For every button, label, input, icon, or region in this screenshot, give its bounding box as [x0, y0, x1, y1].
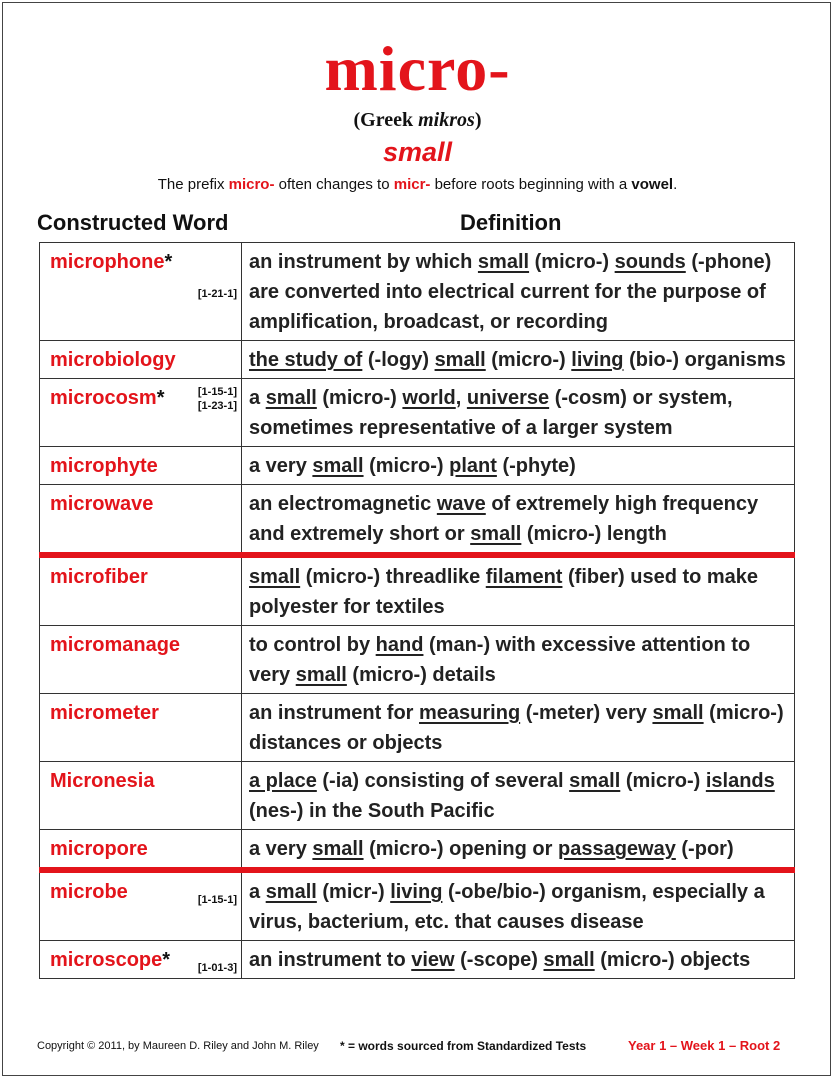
table-row	[40, 694, 795, 762]
definition-text: (fiber) used to make polyester for textiles	[249, 566, 759, 618]
source-note: * = words sourced from Standardized Tests	[340, 1039, 587, 1053]
table-row	[40, 243, 795, 341]
word-cell	[40, 870, 242, 941]
definition-cell	[242, 870, 795, 941]
table-row	[40, 830, 795, 871]
column-header-definition: Definition	[460, 210, 562, 235]
definition-text: (micro-)	[620, 770, 706, 792]
definition-cell	[242, 485, 795, 556]
definition-text: (-phone) are converted into electrical current for the purpose of amplification, broadcast, or recording	[249, 251, 772, 333]
note-text: The prefix	[157, 176, 229, 193]
root-meaning: small	[382, 137, 453, 167]
definition-keyword: small	[265, 387, 317, 409]
definition-text: (man-) with excessive attention to very	[249, 634, 751, 686]
table-row	[40, 870, 795, 941]
definition-text: (-obe/bio-) organism, especially a virus, bacterium, etc. that causes disease	[249, 881, 765, 933]
copyright: Copyright © 2011, by Maureen D. Riley and John M. Riley	[37, 1040, 319, 1052]
word-cell	[40, 447, 242, 485]
definition-cell	[242, 243, 795, 341]
note-text: before roots beginning with a	[430, 176, 632, 193]
word-cell	[40, 379, 242, 447]
definition-text: (micro-) details	[346, 664, 496, 686]
constructed-word: microphone	[50, 251, 165, 273]
word-cell	[40, 485, 242, 556]
week-code: [1-01-3]	[197, 962, 237, 974]
definition-text: (micro-)	[363, 455, 450, 477]
definition-keyword: small	[477, 251, 530, 273]
standardized-test-marker: *	[164, 251, 173, 273]
table-row	[40, 941, 795, 979]
definition-text: (-logy)	[362, 349, 435, 371]
note-variant: micr-	[393, 176, 431, 193]
definition-text: (nes-) in the South Pacific	[249, 800, 495, 822]
definition-text: (micro-)	[485, 349, 572, 371]
constructed-word: micrometer	[50, 702, 159, 724]
word-cell	[40, 762, 242, 830]
definition-text: a very	[249, 455, 313, 477]
definition-keyword: small	[295, 664, 347, 686]
root-title: micro-	[324, 33, 511, 104]
definition-text: (micro-)	[316, 387, 403, 409]
definition-keyword: view	[411, 949, 455, 971]
constructed-word: microfiber	[50, 566, 148, 588]
definition-text: an electromagnetic	[249, 493, 437, 515]
definition-text: (-cosm) or system, sometimes representative of a larger system	[249, 387, 733, 439]
constructed-word: microwave	[50, 493, 154, 515]
definition-cell	[242, 762, 795, 830]
definition-text: (micro-)	[529, 251, 615, 273]
definition-keyword: small	[652, 702, 704, 724]
definition-text: ,	[455, 387, 467, 409]
table-row	[40, 555, 795, 626]
word-cell	[40, 626, 242, 694]
note-prefix: micro-	[228, 176, 275, 193]
definition-cell	[242, 626, 795, 694]
constructed-word: Micronesia	[50, 770, 155, 792]
definition-keyword: small	[569, 770, 621, 792]
definition-cell	[242, 830, 795, 871]
definition-keyword: filament	[485, 566, 563, 588]
origin-word: mikros	[418, 109, 475, 131]
definition-keyword: universe	[466, 387, 550, 409]
definition-text: to control by	[249, 634, 376, 656]
definition-keyword: small	[543, 949, 595, 971]
definition-text: (-meter) very	[520, 702, 653, 724]
definition-text: (micr-)	[316, 881, 391, 903]
definition-text: an instrument to	[249, 949, 412, 971]
week-code: [1-15-1]	[197, 386, 237, 398]
definition-text: an instrument for	[249, 702, 420, 724]
definition-keyword: living	[390, 881, 443, 903]
definition-keyword: sounds	[614, 251, 686, 273]
constructed-word: microbe	[50, 881, 128, 903]
definition-text: (micro-) opening or	[363, 838, 558, 860]
standardized-test-marker: *	[162, 949, 171, 971]
definition-keyword: small	[312, 455, 364, 477]
definition-text: a very	[249, 838, 313, 860]
definition-keyword: small	[434, 349, 486, 371]
word-cell	[40, 941, 242, 979]
definition-cell	[242, 941, 795, 979]
constructed-word: microbiology	[50, 349, 176, 371]
definition-keyword: small	[312, 838, 364, 860]
table-row	[40, 626, 795, 694]
definition-text: a	[249, 387, 266, 409]
table-row	[40, 379, 795, 447]
definition-keyword: wave	[436, 493, 486, 515]
definition-text: (micro-) length	[521, 523, 667, 545]
definition-text: a	[249, 881, 266, 903]
week-label: Year 1 – Week 1 – Root 2	[628, 1038, 781, 1053]
table-row	[40, 341, 795, 379]
column-header-word: Constructed Word	[37, 210, 229, 235]
definition-keyword: small	[265, 881, 317, 903]
words-table-body	[40, 243, 795, 979]
origin-line	[0, 108, 835, 132]
word-cell	[40, 830, 242, 871]
definition-keyword: measuring	[419, 702, 521, 724]
constructed-word: microphyte	[50, 455, 158, 477]
definition-cell	[242, 694, 795, 762]
definition-text: an instrument by which	[249, 251, 478, 273]
table-row	[40, 762, 795, 830]
definition-keyword: passageway	[557, 838, 676, 860]
word-cell	[40, 555, 242, 626]
definition-text: of extremely high frequency and extremely short or	[249, 493, 759, 545]
week-code: [1-23-1]	[197, 400, 237, 412]
definition-keyword: the study of	[249, 349, 363, 371]
constructed-word: micropore	[50, 838, 148, 860]
note-text: often changes to	[274, 176, 394, 193]
constructed-word: micromanage	[50, 634, 181, 656]
definition-cell	[242, 555, 795, 626]
table-row	[40, 447, 795, 485]
definition-text: (micro-) objects	[594, 949, 751, 971]
definition-text: (bio-) organisms	[623, 349, 786, 371]
definition-keyword: world	[402, 387, 456, 409]
definition-keyword: hand	[375, 634, 424, 656]
definition-text: (-phyte)	[496, 455, 576, 477]
definition-text: (-ia) consisting of several	[316, 770, 570, 792]
word-cell	[40, 243, 242, 341]
origin-suffix: )	[474, 109, 482, 131]
definition-cell	[242, 379, 795, 447]
definition-keyword: small	[249, 566, 301, 588]
definition-text: (micro-) threadlike	[300, 566, 486, 588]
week-code: [1-21-1]	[197, 288, 237, 300]
table-row	[40, 485, 795, 556]
definition-keyword: islands	[705, 770, 775, 792]
prefix-note	[0, 174, 835, 196]
definition-cell	[242, 341, 795, 379]
definition-text: (-scope)	[454, 949, 544, 971]
word-cell	[40, 694, 242, 762]
note-text: .	[673, 176, 678, 193]
definition-keyword: small	[470, 523, 522, 545]
definition-cell	[242, 447, 795, 485]
definition-text: (-por)	[675, 838, 734, 860]
definition-keyword: living	[571, 349, 624, 371]
standardized-test-marker: *	[156, 387, 165, 409]
constructed-word: microscope	[50, 949, 163, 971]
definition-keyword: plant	[449, 455, 497, 477]
definition-text: (micro-) distances or objects	[249, 702, 784, 754]
origin-prefix: (Greek	[353, 109, 419, 131]
words-table	[39, 242, 795, 979]
week-code: [1-15-1]	[197, 894, 237, 906]
note-vowel: vowel	[631, 176, 674, 193]
constructed-word: microcosm	[50, 387, 157, 409]
definition-keyword: a place	[249, 770, 317, 792]
